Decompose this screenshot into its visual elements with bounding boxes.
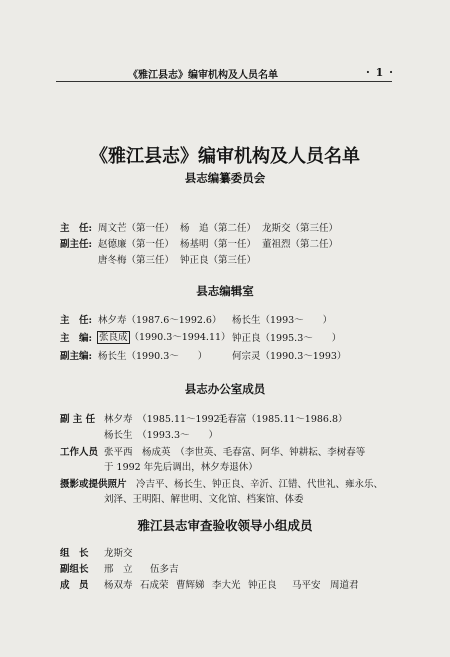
review-member-4: 李大光 bbox=[212, 580, 241, 591]
staff-line-1: 张平西 杨成英 （李世英、毛春富、阿华、钟耕耘、李树春等 bbox=[104, 447, 366, 458]
review-member-1: 杨双寿 bbox=[104, 580, 133, 591]
page-number: · 1 · bbox=[366, 66, 394, 79]
review-member-label: 成 员 bbox=[60, 580, 89, 591]
chief-editor-label: 主 编: bbox=[60, 333, 93, 344]
committee-deputy-5: 钟正良（第三任） bbox=[180, 255, 257, 266]
page-title: 《雅江县志》编审机构及人员名单 bbox=[90, 146, 360, 167]
deputy-editor-2: 何宗灵（1990.3～1993） bbox=[232, 351, 347, 362]
committee-deputy-4: 唐冬梅（第三任） bbox=[98, 255, 175, 266]
review-group-heading: 雅江县志审查验收领导小组成员 bbox=[137, 518, 313, 533]
office-deputy-3: 杨长生 （1993.3～ ） bbox=[104, 430, 218, 441]
chief-editor-2: 钟正良（1995.3～ ） bbox=[232, 333, 342, 344]
photo-line-2: 刘泽、王明阳、解世明、文化馆、档案馆、体委 bbox=[104, 494, 304, 505]
review-leader: 龙斯交 bbox=[104, 548, 133, 559]
running-header: 《雅江县志》编审机构及人员名单 bbox=[128, 70, 278, 81]
review-member-7: 周道君 bbox=[330, 580, 359, 591]
committee-deputy-label: 副主任: bbox=[60, 239, 93, 250]
deputy-editor-1: 杨长生（1990.3～ ） bbox=[98, 351, 208, 362]
photo-label: 摄影或提供照片 bbox=[60, 479, 127, 490]
committee-director-3: 龙斯交（第三任） bbox=[262, 223, 339, 234]
review-deputy-1: 邢 立 bbox=[104, 564, 133, 575]
review-member-6: 马平安 bbox=[292, 580, 321, 591]
committee-director-2: 杨 追（第二任） bbox=[180, 223, 257, 234]
deputy-editor-label: 副主编: bbox=[60, 351, 93, 362]
editorial-director-label: 主 任: bbox=[60, 315, 93, 326]
review-deputy-label: 副组长 bbox=[60, 564, 89, 575]
editorial-director-1: 林夕寿（1987.6～1992.6） bbox=[98, 315, 222, 326]
committee-deputy-3: 董祖烈（第二任） bbox=[262, 239, 339, 250]
review-member-2: 石成荣 bbox=[140, 580, 169, 591]
committee-director-label: 主 任: bbox=[60, 223, 93, 234]
review-deputy-2: 伍多吉 bbox=[150, 564, 179, 575]
staff-line-2: 于 1992 年先后调出，林夕寿退休） bbox=[104, 462, 258, 473]
editorial-director-2: 杨长生（1993～ ） bbox=[232, 315, 333, 326]
review-member-3: 曹辉娣 bbox=[176, 580, 205, 591]
photo-line-1: 冷吉平、杨长生、钟正良、辛沂、江错、代世礼、雍永乐、 bbox=[136, 479, 384, 490]
review-member-5: 钟正良 bbox=[248, 580, 277, 591]
committee-deputy-2: 杨基明（第一任） bbox=[180, 239, 257, 250]
office-deputy-2: 毛春富（1985.11～1986.8） bbox=[218, 414, 348, 425]
chief-editor-boxed-name: 张良成 bbox=[99, 332, 128, 343]
committee-heading: 县志编纂委员会 bbox=[184, 171, 266, 185]
office-deputy-label: 副 主 任 bbox=[60, 414, 96, 425]
review-leader-label: 组 长 bbox=[60, 548, 89, 559]
committee-director-1: 周文芒（第一任） bbox=[98, 223, 175, 234]
office-members-heading: 县志办公室成员 bbox=[184, 382, 266, 396]
committee-deputy-1: 赵德廉（第一任） bbox=[98, 239, 175, 250]
staff-label: 工作人员 bbox=[60, 447, 99, 458]
chief-editor-dates: （1990.3～1994.11） bbox=[129, 332, 231, 343]
header-rule bbox=[56, 81, 392, 82]
chief-editor-1 bbox=[97, 329, 231, 343]
office-deputy-1: 林夕寿 （1985.11～1992） bbox=[104, 414, 230, 425]
editorial-office-heading: 县志编辑室 bbox=[196, 284, 254, 298]
